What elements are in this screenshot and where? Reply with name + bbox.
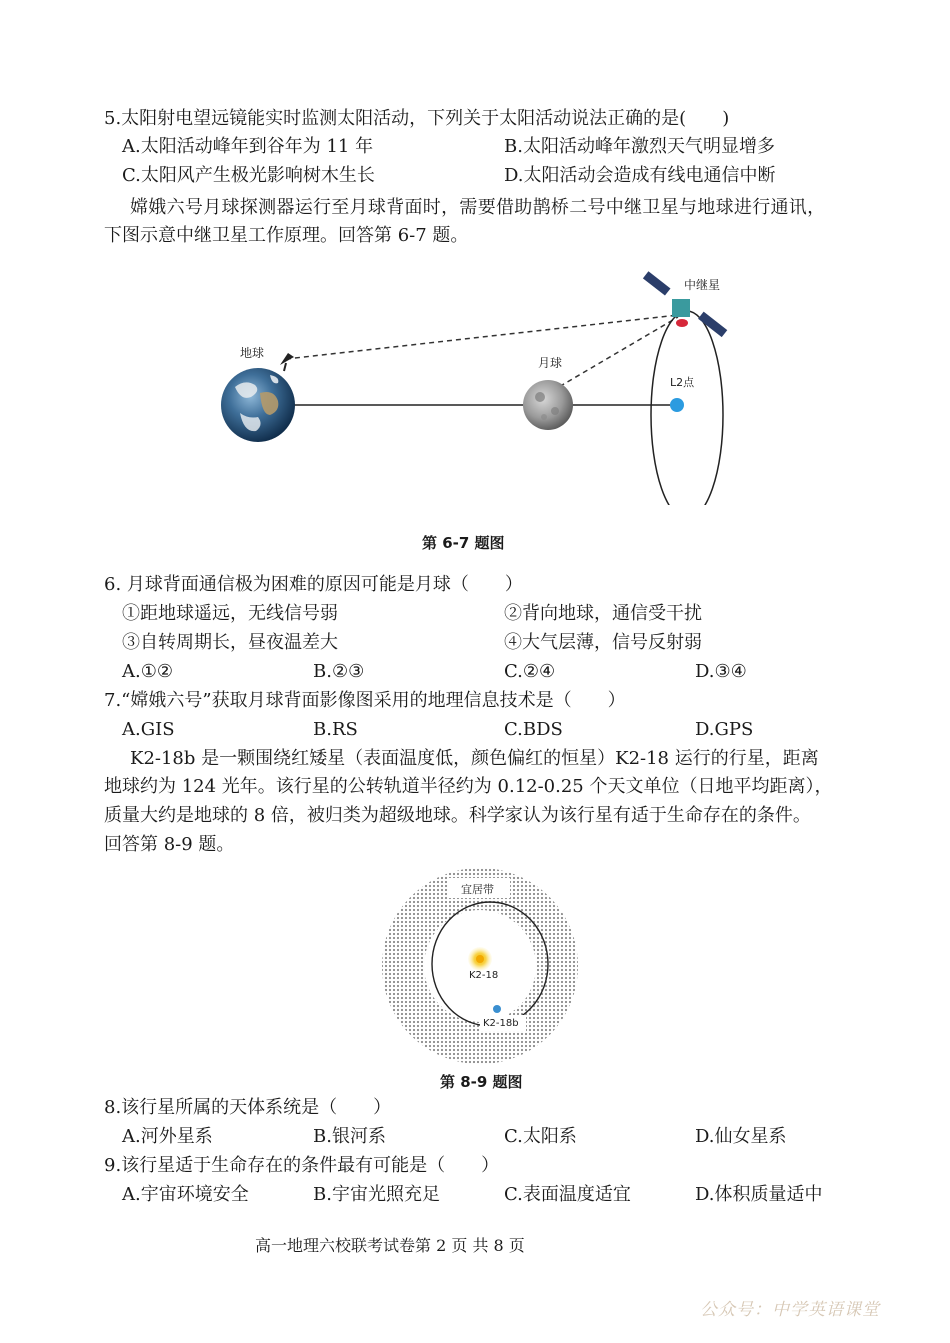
- fig89-caption: 第 8-9 题图: [440, 1073, 523, 1091]
- q7-option-a: A.GIS: [122, 719, 175, 740]
- l2-label: L2点: [670, 376, 695, 389]
- k2-18-label: K2-18: [469, 970, 499, 981]
- relay-label: 中继星: [684, 278, 721, 292]
- l2-point: [670, 398, 684, 412]
- q5-option-a: A.太阳活动峰年到谷年为 11 年: [122, 136, 374, 157]
- intro67-line2: 下图示意中继卫星工作原理。回答第 6-7 题。: [104, 225, 469, 246]
- intro89-line4: 回答第 8-9 题。: [104, 834, 235, 855]
- moon-relay-dashed-line: [552, 317, 678, 391]
- q6-option-c: C.②④: [504, 661, 556, 682]
- q8-stem: 8.该行星所属的天体系统是（ ）: [104, 1097, 392, 1118]
- q8-option-d: D.仙女星系: [695, 1126, 787, 1147]
- earth-label: 地球: [240, 346, 265, 360]
- q5-option-c: C.太阳风产生极光影响树木生长: [122, 165, 375, 186]
- fig67-caption: 第 6-7 题图: [422, 534, 505, 552]
- q9-option-c: C.表面温度适宜: [504, 1184, 631, 1205]
- q8-option-b: B.银河系: [313, 1126, 386, 1147]
- halo-orbit: [651, 311, 723, 505]
- q5-option-d: D.太阳活动会造成有线电通信中断: [504, 165, 776, 186]
- q8-option-c: C.太阳系: [504, 1126, 577, 1147]
- q9-option-d: D.体积质量适中: [695, 1184, 823, 1205]
- habitable-zone-label: 宜居带: [461, 883, 494, 896]
- habitable-zone-figure: [380, 868, 580, 1068]
- earth-relay-dashed-line: [286, 315, 678, 359]
- earth-icon: [221, 368, 295, 442]
- q8-option-a: A.河外星系: [122, 1126, 213, 1147]
- q6-statement-1: ①距地球遥远，无线信号弱: [122, 603, 338, 624]
- q6-stem: 6. 月球背面通信极为困难的原因可能是月球（ ）: [104, 574, 523, 595]
- q6-option-a: A.①②: [122, 661, 173, 682]
- intro89-line1: K2-18b 是一颗围绕红矮星（表面温度低，颜色偏红的恒星）K2-18 运行的行星，距离: [130, 748, 819, 769]
- moon-label: 月球: [538, 356, 563, 370]
- intro89-line2: 地球约为 124 光年。该行星的公转轨道半径约为 0.12-0.25 个天文单位（日地平均距离），: [104, 776, 833, 797]
- q9-stem: 9.该行星适于生命存在的条件最有可能是（ ）: [104, 1155, 500, 1176]
- page-footer: 高一地理六校联考试卷第 2 页 共 8 页: [255, 1236, 525, 1255]
- q6-option-d: D.③④: [695, 661, 747, 682]
- q6-statement-3: ③自转周期长，昼夜温差大: [122, 632, 338, 653]
- q7-option-d: D.GPS: [695, 719, 754, 740]
- q6-statement-2: ②背向地球，通信受干扰: [504, 603, 702, 624]
- q7-option-c: C.BDS: [504, 719, 563, 740]
- intro67-line1: 嫦娥六号月球探测器运行至月球背面时，需要借助鹊桥二号中继卫星与地球进行通讯，: [130, 197, 826, 218]
- q6-statement-4: ④大气层薄，信号反射弱: [504, 632, 702, 653]
- q5-stem: 5.太阳射电望远镜能实时监测太阳活动，下列关于太阳活动说法正确的是( ): [104, 108, 730, 129]
- relay-satellite-figure: [200, 265, 760, 505]
- k2-18b-label: K2-18b: [483, 1018, 519, 1029]
- watermark: 公众号：中学英语课堂: [700, 1300, 880, 1320]
- q7-stem: 7.“嫦娥六号”获取月球背面影像图采用的地理信息技术是（ ）: [104, 690, 626, 711]
- q9-option-a: A.宇宙环境安全: [122, 1184, 249, 1205]
- q9-option-b: B.宇宙光照充足: [313, 1184, 440, 1205]
- q5-option-b: B.太阳活动峰年激烈天气明显增多: [504, 136, 775, 157]
- q6-option-b: B.②③: [313, 661, 365, 682]
- ground-antenna-icon: [280, 353, 294, 371]
- q7-option-b: B.RS: [313, 719, 358, 740]
- k2-18b-planet: [493, 1005, 501, 1013]
- moon-icon: [523, 380, 573, 430]
- intro89-line3: 质量大约是地球的 8 倍，被归类为超级地球。科学家认为该行星有适于生命存在的条件。: [104, 805, 811, 826]
